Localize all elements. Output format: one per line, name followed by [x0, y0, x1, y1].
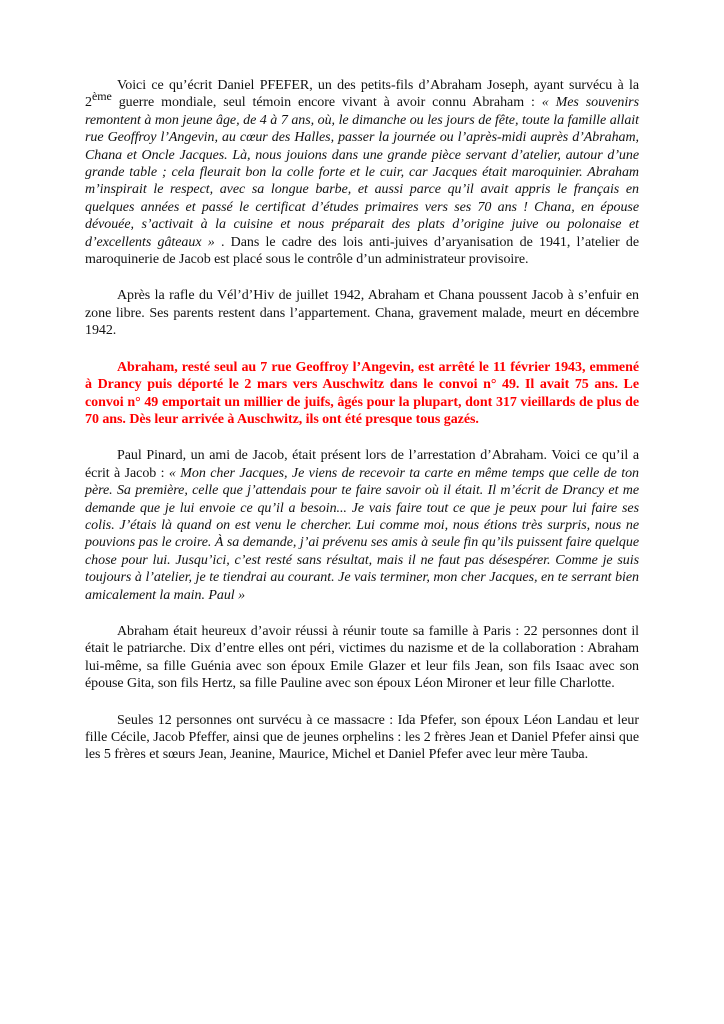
paragraph-text: Voici ce qu’écrit Daniel PFEFER, un des petits-fils d’Abraham Joseph, ayant survécu à la 2 — [85, 78, 639, 111]
document-page — [85, 77, 639, 783]
paragraph-text: Paul Pinard, un ami de Jacob, était présent lors de l’arrestation d’Abraham. Voici ce qu’il a écrit à Jacob : — [85, 448, 639, 481]
quote-text: « Mon cher Jacques, Je viens de recevoir ta carte en même temps que celle de ton père. Sa première, celle que j’attendais pour te faire savoir où il était. Il m’écrit de Drancy et me demande que je lui envoie ce qu’il a besoin... Je vais faire tout ce que je peux pour lui faire ses colis. J’étais là quand on est venu le chercher. Lui comme moi, nous étions très surpris, nous ne pouvions pas le croire. À sa demande, j’ai prévenu ses amis à seule fin qu’ils puissent faire quelque chose pour lui. Jusqu’ici, c’est resté sans résultat, mais il ne faut pas désespérer. Comme je suis toujours à l’atelier, je te tiendrai au courant. Je vais terminer, mon cher Jacques, en te serrant bien amicalement la main. Paul » — [85, 465, 639, 603]
paragraph-paul-pinard-letter — [85, 447, 639, 604]
paragraph-deportation-highlight: Abraham, resté seul au 7 rue Geoffroy l’Angevin, est arrêté le 11 février 1943, emmené à Drancy puis déporté le 2 mars vers Auschwitz dans le convoi n° 49. Il avait 75 ans. Le convoi n° 49 emportait un millier de juifs, âgés pour la plupart, dont 317 vieillards de plus de 70 ans. Dès leur arrivée à Auschwitz, ils ont été presque tous gazés. — [85, 359, 639, 427]
quote-text: « Mes souvenirs remontent à mon jeune âge, de 4 à 7 ans, où, le dimanche ou les jours de fête, toute la famille allait rue Geoffroy l’Angevin, au cœur des Halles, passer la journée ou l’après-midi auprès d’Abraham, Chana et Oncle Jacques. Là, nous jouions dans une grande pièce servant d’atelier, autour d’une grande table ; cela fleurait bon la colle forte et le cuir, car Jacques était maroquinier. Abraham m’inspirait le respect, avec sa longue barbe, et aussi parce qu’il avait appris le français en quelques années et passé le certificat d’études primaires vers ses 70 ans ! Chana, en épouse dévouée, s’activait à la cuisine et nous préparait des plats d’origine juive ou polonaise et d’excellents gâteaux » — [85, 95, 639, 250]
ordinal-superscript: ème — [91, 89, 112, 104]
paragraph-text: . Dans le cadre des lois anti-juives d’aryanisation de 1941, l’atelier de maroquinerie de Jacob est placé sous le contrôle d’un administrateur provisoire. — [85, 234, 639, 268]
paragraph-daniel-pfefer-testimony — [85, 77, 639, 268]
paragraph-family-victims: Abraham était heureux d’avoir réussi à réunir toute sa famille à Paris : 22 personnes dont il était le patriarche. Dix d’entre elles ont péri, victimes du nazisme et de la collaboration : Abraham lui-même, sa fille Guénia avec son époux Emile Glazer et leur fils Jean, son fils Isaac avec son épouse Gita, son fils Hertz, sa fille Pauline avec son époux Léon Mironer et leur fille Charlotte. — [85, 623, 639, 692]
paragraph-vel-dhiv: Après la rafle du Vél’d’Hiv de juillet 1942, Abraham et Chana poussent Jacob à s’enfuir en zone libre. Ses parents restent dans l’appartement. Chana, gravement malade, meurt en décembre 1942. — [85, 288, 639, 339]
paragraph-text: guerre mondiale, seul témoin encore vivant à avoir connu Abraham : — [111, 95, 542, 111]
paragraph-survivors: Seules 12 personnes ont survécu à ce massacre : Ida Pfefer, son époux Léon Landau et leur fille Cécile, Jacob Pfeffer, ainsi que de jeunes orphelins : les 2 frères Jean et Daniel Pfefer ainsi que les 5 frères et sœurs Jean, Jeanine, Maurice, Michel et Daniel Pfefer avec leur mère Tauba. — [85, 712, 639, 763]
